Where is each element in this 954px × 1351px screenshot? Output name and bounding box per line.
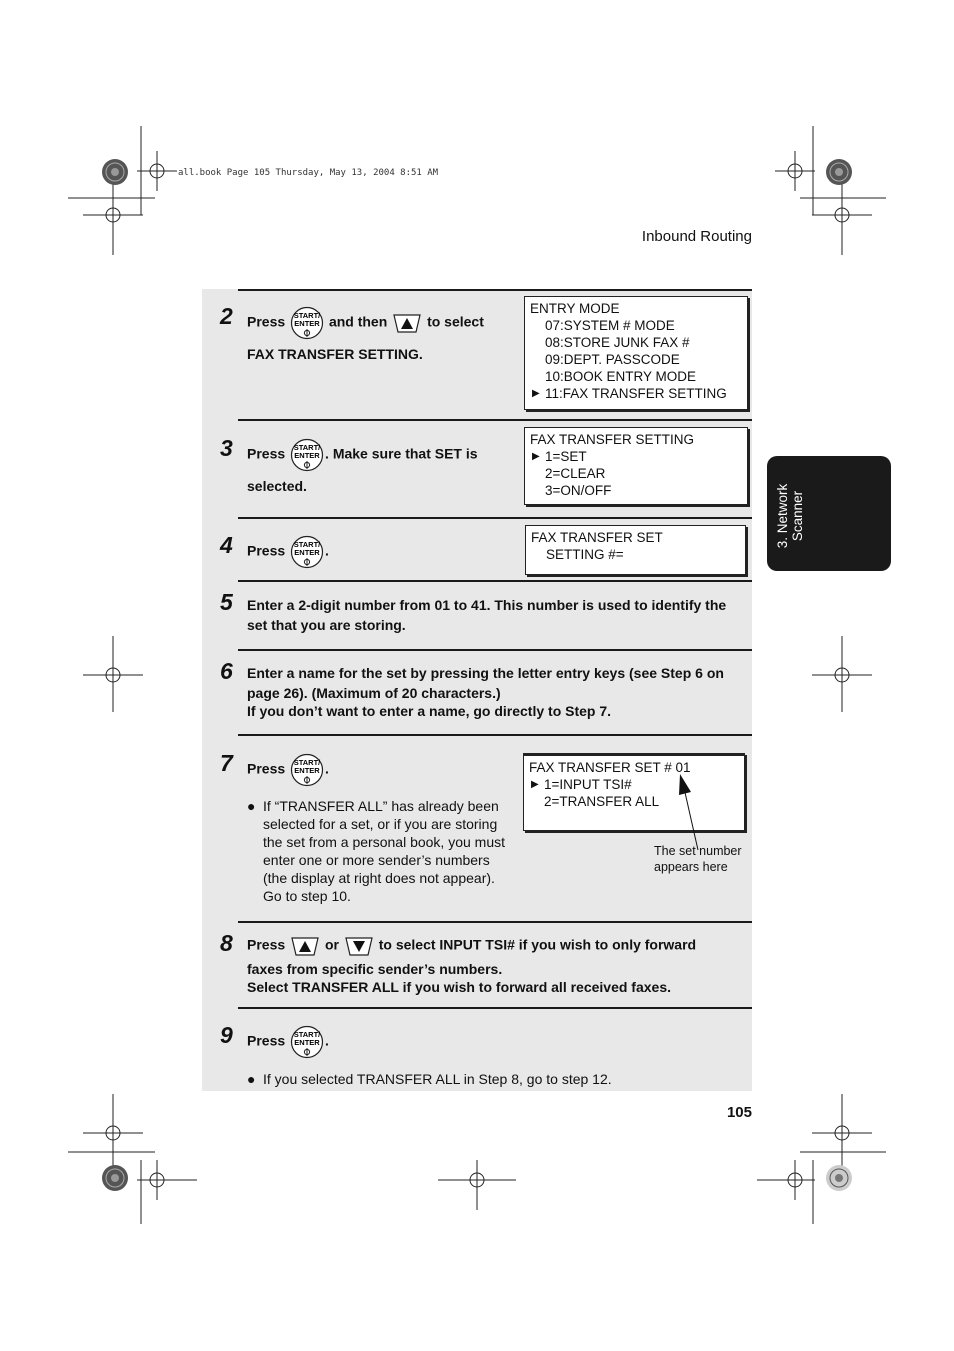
lcd-display-fax-transfer-set-01: FAX TRANSFER SET # 01 ▶ 1=INPUT TSI# 2=TRANSFER ALL xyxy=(523,753,745,831)
step-number: 2 xyxy=(220,303,233,329)
step-2-text: Press START/ ENTER and then to select FAX TRANSFER SETTING. xyxy=(247,306,517,364)
step-9-text: Press START/ ENTER . xyxy=(247,1025,329,1059)
down-arrow-key-icon xyxy=(343,934,375,958)
step-7-note: ● If “TRANSFER ALL” has already been selected for a set, or if you are storing the set from a personal book, you must enter one or more sender’s numbers (the display at right does not appear). Go to step 10. xyxy=(247,798,506,904)
svg-text:START/: START/ xyxy=(293,1030,321,1039)
up-arrow-key-icon xyxy=(289,934,321,958)
step-4-text: Press START/ ENTER . xyxy=(247,535,329,569)
section-title: Inbound Routing xyxy=(641,228,752,245)
cursor-arrow-icon: ▶ xyxy=(532,451,540,462)
step-number: 3 xyxy=(220,435,233,461)
step-5-text: Enter a 2-digit number from 01 to 41. This number is used to identify the set that you are storing. xyxy=(247,597,727,633)
step-number: 5 xyxy=(220,589,233,615)
chapter-tab-label: 3. Network Scanner xyxy=(775,483,805,549)
svg-text:START/: START/ xyxy=(293,443,321,452)
display-caption: The set number appears here xyxy=(654,844,742,874)
cursor-arrow-icon: ▶ xyxy=(531,779,539,790)
svg-text:ENTER: ENTER xyxy=(294,766,320,775)
start-enter-key-icon xyxy=(289,1025,325,1059)
svg-text:ENTER: ENTER xyxy=(294,319,320,328)
step-number: 4 xyxy=(220,532,233,558)
step-8-text: Press or to select INPUT TSI# if you wish to only forward faxes from specific sender’s numbers. Select TRANSFER ALL if you wish to forward all received faxes. xyxy=(247,934,747,996)
svg-text:ENTER: ENTER xyxy=(294,451,320,460)
book-info-header: all.book Page 105 Thursday, May 13, 2004 8:51 AM xyxy=(178,168,439,178)
step-9-note: ● If you selected TRANSFER ALL in Step 8, go to step 12. xyxy=(247,1071,612,1087)
lcd-display-entry-mode: ENTRY MODE 07:SYSTEM # MODE 08:STORE JUNK FAX # 09:DEPT. PASSCODE 10:BOOK ENTRY MODE ▶ 11:FAX TRANSFER SETTING xyxy=(524,296,748,410)
page-number: 105 xyxy=(726,1104,752,1121)
step-number: 8 xyxy=(220,930,233,956)
step-number: 6 xyxy=(220,658,233,684)
step-number: 7 xyxy=(220,750,233,776)
svg-text:START/: START/ xyxy=(293,311,321,320)
lcd-display-fax-transfer-set: FAX TRANSFER SET SETTING #= xyxy=(525,525,746,575)
svg-text:START/: START/ xyxy=(293,758,321,767)
bullet-icon: ● xyxy=(247,798,256,814)
bullet-icon: ● xyxy=(247,1071,256,1087)
svg-text:ENTER: ENTER xyxy=(294,1038,320,1047)
step-7-text: Press START/ ENTER . xyxy=(247,753,329,787)
step-6-text: Enter a name for the set by pressing the letter entry keys (see Step 6 on page 26). (Maximum of 20 characters.) If you don’t want to enter a name, go directly to Step 7. xyxy=(247,665,724,719)
step-number: 9 xyxy=(220,1022,233,1048)
step-3-text: Press START/ ENTER . Make sure that SET is selected. xyxy=(247,438,517,496)
cursor-arrow-icon: ▶ xyxy=(532,388,540,399)
svg-text:ENTER: ENTER xyxy=(294,548,320,557)
svg-text:START/: START/ xyxy=(293,540,321,549)
lcd-display-fax-transfer-setting: FAX TRANSFER SETTING ▶ 1=SET 2=CLEAR 3=ON/OFF xyxy=(524,427,748,505)
